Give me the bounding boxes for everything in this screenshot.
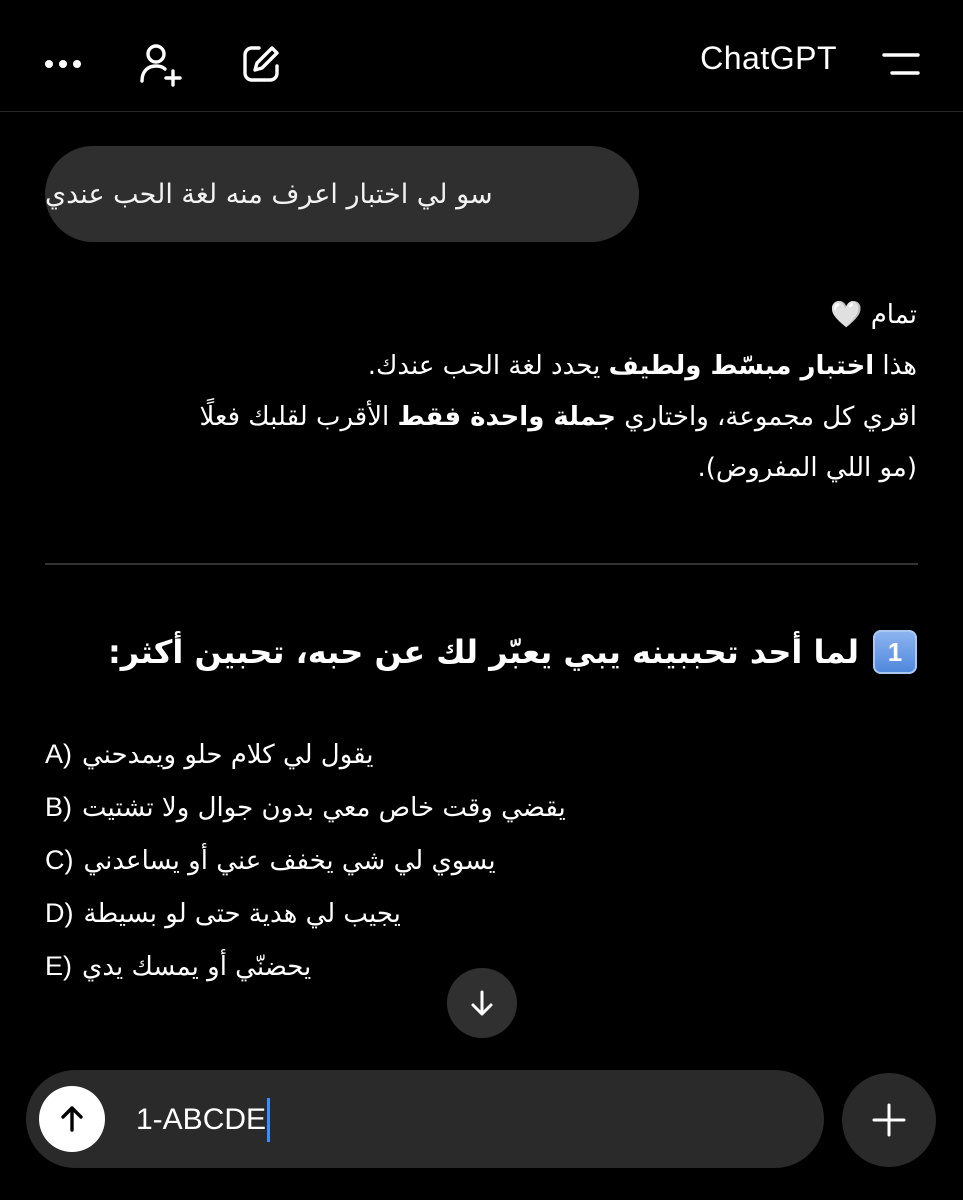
new-chat-icon [239,42,283,86]
reply-line-1: تمام 🤍 [830,300,917,330]
message-composer[interactable] [26,1070,824,1168]
user-message-text: سو لي اختبار اعرف منه لغة الحب عندي [45,178,493,210]
option-d: D) يجيب لي هدية حتى لو بسيطة [45,898,401,929]
plus-icon [871,1102,907,1138]
more-icon [43,58,83,70]
option-b: B) يقضي وقت خاص معي بدون جوال ولا تشتيت [45,792,566,823]
answer-options [45,728,745,993]
user-message-bubble [45,146,639,242]
menu-icon [882,51,920,77]
section-divider [45,563,918,565]
question-heading [37,624,917,680]
send-button[interactable] [39,1086,105,1152]
reply-line-2: هذا اختبار مبسّط ولطيف يحدد لغة الحب عندك. [367,351,917,381]
message-input-value: 1-ABCDE [136,1103,267,1136]
attach-button[interactable] [842,1073,936,1167]
question-text: لما أحد تحببينه يبي يعبّر لك عن حبه، تحبين أكثر: [108,633,859,671]
reply-line-3: اقري كل مجموعة، واختاري جملة واحدة فقط الأقرب لقلبك فعلًا [199,402,917,432]
top-bar [0,0,963,112]
sidebar-menu-button[interactable] [873,36,929,92]
white-heart-icon: 🤍 [830,300,863,330]
more-options-button[interactable] [35,36,91,92]
option-a: A) يقول لي كلام حلو ويمدحني [45,739,374,770]
add-person-icon [137,41,183,87]
assistant-message [37,290,917,494]
option-e: E) يحضنّي أو يمسك يدي [45,951,312,982]
add-person-button[interactable] [132,36,188,92]
message-input[interactable] [136,1098,270,1142]
reply-line-4: (مو اللي المفروض). [697,453,917,483]
new-chat-button[interactable] [233,36,289,92]
app-title: ChatGPT [700,40,837,76]
scroll-to-bottom-button[interactable] [447,968,517,1038]
option-c: C) يسوي لي شي يخفف عني أو يساعدني [45,845,496,876]
keycap-number-icon: 1 [873,630,917,674]
arrow-down-icon [467,988,497,1018]
text-caret [267,1098,270,1142]
arrow-up-icon [57,1104,87,1134]
